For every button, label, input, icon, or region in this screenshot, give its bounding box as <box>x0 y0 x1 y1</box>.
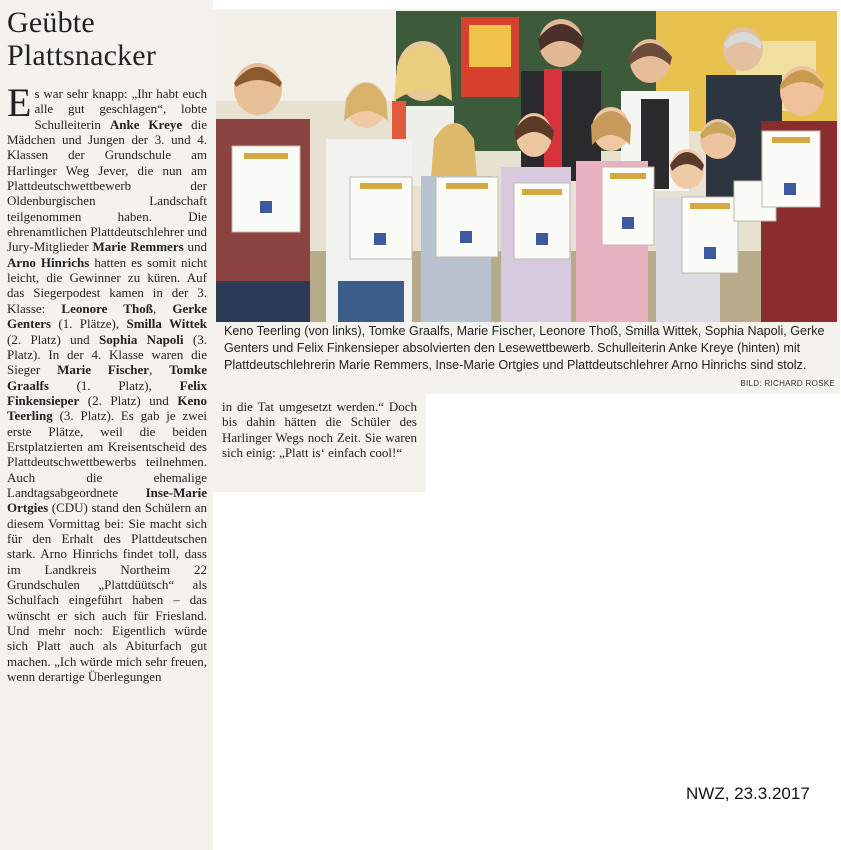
body-text-segment: , <box>149 362 170 378</box>
bold-name-text: Felix Finkensieper <box>7 377 207 408</box>
headline-line-1: Geübte <box>7 6 95 39</box>
bold-name-text: Marie Fischer <box>57 362 150 378</box>
body-text-segment: hatten es somit nicht leicht, die Gewinner zu küren. Auf das Siegerpodest kamen in der 3. Klasse: <box>7 254 207 316</box>
body-text-segment: (2. Platz) und <box>79 392 178 408</box>
article-headline <box>7 6 212 72</box>
bold-name-text: Keno Teerling <box>7 392 207 424</box>
article-body <box>7 86 207 850</box>
body-text-segment: (3. Platz). Es gab je zwei erste Plätze, weil die beiden Erstplatzierten am Kreisentscheid des Plattdeutschwettbewerbs teilnehmen. Auch die ehemalige Landtagsabgeordnete <box>7 408 207 500</box>
classroom-photo-illustration <box>216 11 837 322</box>
bold-name-text: Marie Remmers <box>92 239 184 255</box>
source-date-label: NWZ, 23.3.2017 <box>686 784 810 803</box>
body-text-segment: die Mädchen und Jungen der 3. und 4. Klassen der Grundschule am Harlinger Weg Jever, die nun am Plattdeutschwettbewerb der Oldenburgischen Landschaft teilgenommen haben. Die ehrenamtlichen Plattdeutschlehrer und Jury-Mitglieder <box>7 116 207 255</box>
bold-name-text: Tomke Graalfs <box>7 362 207 393</box>
bold-name-text: Inse-Marie Ortgies <box>7 484 207 516</box>
body-text-segment: (1. Platz), <box>48 377 180 393</box>
bold-name-text: Gerke Genters <box>7 300 207 332</box>
headline-line-2: Plattsnacker <box>7 39 157 72</box>
bold-name-text: Arno Hinrichs <box>7 254 90 270</box>
body-text-segment: (1. Plätze), <box>51 316 127 332</box>
photo-caption: Keno Teerling (von links), Tomke Graalfs, Marie Fischer, Leonore Thoß, Smilla Wittek, Sophia Napoli, Gerke Genters und Felix Finkensieper absolvierten den Lesewettbewerb. Schulleiterin Anke Kreye (hinten) mit Plattdeutschlehrerin Marie Remmers, Inse-Marie Ortgies und Plattdeutschlehrer Arno Hinrichs sind stolz. <box>224 324 825 372</box>
bold-name-text: Smilla Wittek <box>126 316 207 332</box>
body-text-segment: (2. Platz) und <box>7 331 100 347</box>
bold-name-text: Anke Kreye <box>109 116 183 132</box>
photo-credit: BILD: RICHARD ROSKE <box>740 379 835 388</box>
body-text-segment: (CDU) stand den Schülern an diesem Vormittag bei: Sie macht sich für den Erhalt des Plattdeutschen stark. Arno Hinrichs findet toll, dass im Landkreis Northeim 22 Grundschulen „Plattdüütsch“ als Schulfach eingeführt haben – das wünscht er sich auch für Friesland. Und mehr noch: Eigentlich würde sich Platt auch als Abiturfach gut machen. „Ich würde mich sehr freuen, wenn derartige Überlegungen <box>7 500 207 685</box>
drop-cap: E <box>7 86 32 125</box>
body-text-segment: , <box>152 300 173 316</box>
bold-name-text: Leonore Thoß <box>61 300 153 316</box>
article-continuation: in die Tat umgesetzt werden.“ Doch bis dahin hätten die Schüler des Harlinger Wegs noch Zeit. Sie waren sich einig: „Platt is‘ einfach cool!“ <box>222 399 417 461</box>
bold-name-text: Sophia Napoli <box>99 331 184 347</box>
body-text-segment: (3. Platz). In der 4. Klasse waren die Sieger <box>7 331 207 378</box>
body-text-segment: und <box>183 239 207 255</box>
group-photo <box>216 11 837 322</box>
article-body-text <box>7 86 207 684</box>
body-text-segment: s war sehr knapp: „Ihr habt euch alle gut geschlagen“, lobte Schulleiterin <box>34 86 207 132</box>
